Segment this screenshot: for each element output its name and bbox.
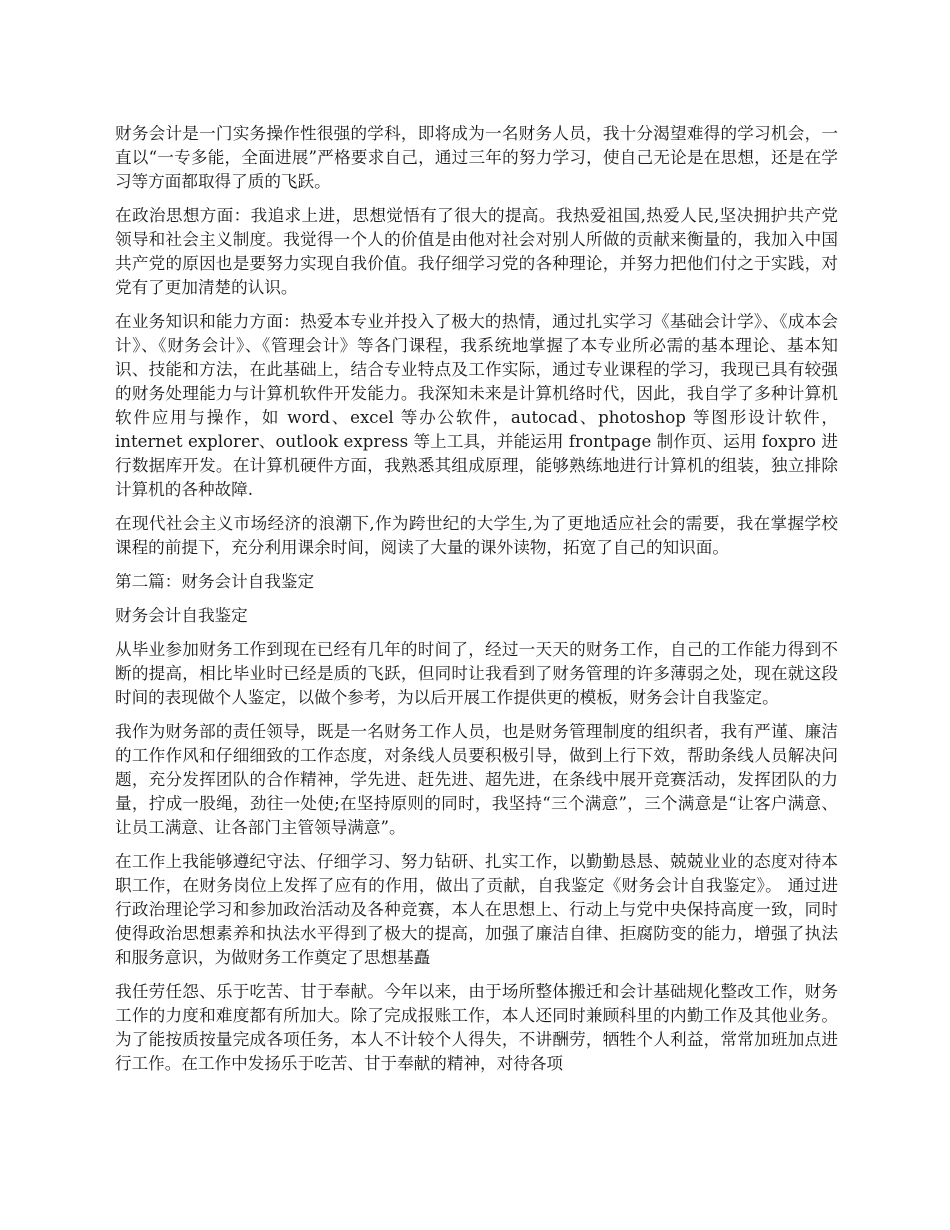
paragraph: 在现代社会主义市场经济的浪潮下,作为跨世纪的大学生,为了更地适应社会的需要，我在掌握学校课程的前提下，充分利用课余时间，阅读了大量的课外读物，拓宽了自己的知识面。 xyxy=(115,514,838,557)
paragraph: 财务会计是一门实务操作性很强的学科，即将成为一名财务人员，我十分渴望难得的学习机会，一直以“一专多能，全面进展”严格要求自己，通过三年的努力学习，使自己无论是在思想，还是在学习等方面都取得了质的飞跃。 xyxy=(115,124,838,191)
paragraph: 我作为财务部的责任领导，既是一名财务工作人员，也是财务管理制度的组织者，我有严谨、廉洁的工作作风和仔细细致的工作态度，对条线人员要积极引导，做到上行下效，帮助条线人员解决问题，充分发挥团队的合作精神，学先进、赶先进、超先进，在条线中展开竞赛活动，发挥团队的力量，拧成一股绳，劲往一处使;在坚持原则的同时，我坚持“三个满意”，三个满意是“让客户满意、让员工满意、让各部门主管领导满意”。 xyxy=(115,722,838,837)
document-body xyxy=(115,122,838,1086)
paragraph: 我任劳任怨、乐于吃苦、甘于奉献。今年以来，由于场所整体搬迁和会计基础规化整改工作，财务工作的力度和难度都有所加大。除了完成报账工作，本人还同时兼顾科里的内勤工作及其他业务。为了能按质按量完成各项任务，本人不计较个人得失，不讲酬劳，牺牲个人利益，常常加班加点进行工作。在工作中发扬乐于吃苦、甘于奉献的精神，对待各项 xyxy=(115,982,838,1073)
paragraph: 在政治思想方面：我追求上进，思想觉悟有了很大的提高。我热爱祖国,热爱人民,坚决拥护共产党领导和社会主义制度。我觉得一个人的价值是由他对社会对别人所做的贡献来衡量的，我加入中国共产党的原因也是要努力实现自我价值。我仔细学习党的各种理论，并努力把他们付之于实践，对党有了更加清楚的认识。 xyxy=(115,206,838,297)
paragraph: 从毕业参加财务工作到现在已经有几年的时间了，经过一天天的财务工作，自己的工作能力得到不断的提高，相比毕业时已经是质的飞跃，但同时让我看到了财务管理的许多薄弱之处，现在就这段时间的表现做个人鉴定，以做个参考，为以后开展工作提供更的模板，财务会计自我鉴定。 xyxy=(115,640,838,707)
section-heading: 第二篇：财务会计自我鉴定 xyxy=(115,572,315,591)
paragraph: 在工作上我能够遵纪守法、仔细学习、努力钻研、扎实工作，以勤勤恳恳、兢兢业业的态度对待本职工作，在财务岗位上发挥了应有的作用，做出了贡献，自我鉴定《财务会计自我鉴定》。 通过进行政治理论学习和参加政治活动及各种竞赛，本人在思想上、行动上与党中央保持高度一致，同时使得政治思想素养和执法水平得到了极大的提高，加强了廉洁自律、拒腐防变的能力，增强了执法和服务意识，为做财务工作奠定了思想基矗 xyxy=(115,852,838,967)
section-title: 财务会计自我鉴定 xyxy=(115,606,248,625)
paragraph: 在业务知识和能力方面：热爱本专业并投入了极大的热情，通过扎实学习《基础会计学》、《成本会计》、《财务会计》、《管理会计》等各门课程，我系统地掌握了本专业所必需的基本理论、基本知识、技能和方法，在此基础上，结合专业特点及工作实际，通过专业课程的学习，我现已具有较强的财务处理能力与计算机软件开发能力。我深知未来是计算机络时代，因此，我自学了多种计算机软件应用与操作，如 word、excel 等办公软件，autocad、photoshop 等图形设计软件，internet explorer、outlook express 等上工具，并能运用 frontpage 制作页、运用 foxpro 进行数据库开发。在计算机硬件方面，我熟悉其组成原理，能够熟练地进行计算机的组装，独立排除计算机的各种故障. xyxy=(115,312,838,499)
